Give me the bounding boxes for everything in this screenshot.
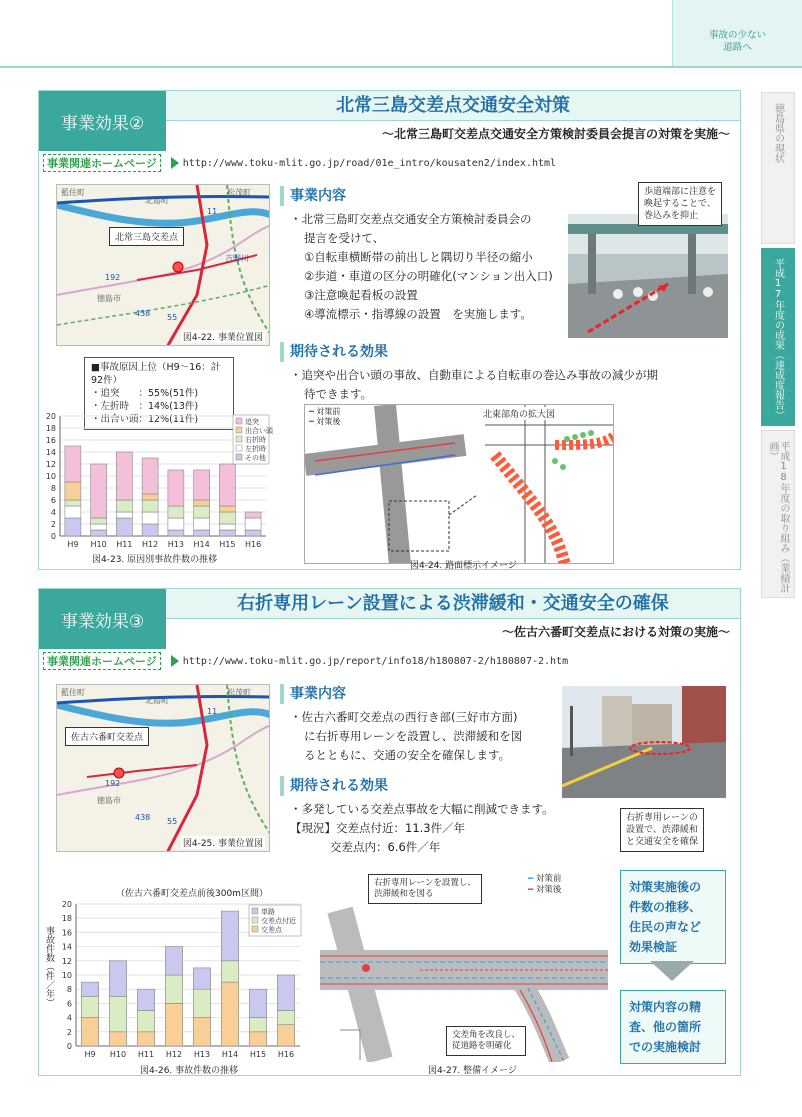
location-map — [56, 184, 270, 346]
chart-ylabel: 事故件数（件／年） — [44, 926, 54, 1007]
content-heading: 事業内容 — [280, 684, 580, 704]
bar-segment — [219, 464, 235, 506]
y-tick-label: 4 — [66, 1013, 72, 1023]
diagram-graphic — [305, 405, 614, 564]
bar-segment — [249, 1018, 266, 1032]
bar-segment — [249, 1032, 266, 1046]
bar-segment — [137, 1032, 154, 1046]
x-tick-label: H12 — [142, 540, 159, 549]
y-tick-label: 10 — [61, 971, 72, 980]
y-tick-label: 8 — [50, 484, 56, 493]
section-title: 右折専用レーン設置による渋滞緩和・交通安全の確保 — [166, 589, 740, 619]
bar-segment — [277, 1025, 294, 1046]
arrow-down-icon — [650, 961, 694, 981]
content-heading: 事業内容 — [280, 186, 580, 206]
bar-segment — [65, 518, 81, 536]
bar-segment — [219, 524, 235, 530]
bar-segment — [219, 530, 235, 536]
top-divider — [0, 66, 802, 68]
bar-segment — [142, 500, 158, 512]
bar-segment — [219, 506, 235, 512]
y-tick-label: 18 — [61, 914, 72, 924]
legend-label: 単路 — [261, 908, 275, 916]
y-tick-label: 20 — [61, 900, 72, 909]
legend-swatch — [236, 427, 242, 433]
bar-segment — [168, 518, 184, 530]
content-line: に右折専用レーンを設置し、渋滞緩和を図 — [304, 729, 523, 743]
homepage-label: 事業関連ホームページ — [43, 154, 161, 172]
x-tick-label: H14 — [193, 540, 210, 549]
x-tick-label: H16 — [277, 1050, 295, 1059]
bar-segment — [193, 1018, 210, 1046]
bar-segment — [109, 996, 126, 1032]
cause-box-title: ■事故原因上位（H9～16：計92件） — [91, 362, 221, 386]
map-town-label: 藍住町 — [61, 688, 85, 697]
y-tick-label: 16 — [61, 928, 72, 938]
bar-segment — [137, 1011, 154, 1032]
arrow-right-icon — [171, 157, 179, 169]
homepage-url-link[interactable]: http://www.toku-mlit.go.jp/road/01e_intro/kousaten2/index.html — [182, 157, 557, 169]
side-tab-label: 徳島県の現状 — [772, 103, 784, 163]
bar-segment — [109, 1032, 126, 1046]
bar-segment — [245, 530, 261, 536]
bar-segment — [142, 524, 158, 536]
bar-segment — [109, 961, 126, 997]
bar-segment — [194, 530, 210, 536]
x-tick-label: H13 — [167, 540, 184, 549]
bar-segment — [277, 975, 294, 1011]
y-tick-label: 12 — [45, 460, 56, 469]
route-label: 438 — [135, 813, 151, 822]
y-tick-label: 8 — [66, 985, 72, 995]
y-tick-label: 20 — [45, 412, 56, 421]
bar-segment — [81, 982, 98, 996]
effect-line: ・多発している交差点事故を大幅に削減できます。 — [290, 802, 554, 816]
map-town-label: 徳島市 — [97, 294, 121, 303]
route-label: 192 — [105, 779, 121, 788]
y-tick-label: 0 — [66, 1042, 72, 1051]
legend-swatch — [252, 926, 258, 932]
map-town-label: 松茂町 — [227, 188, 251, 197]
map-callout: 佐古六番町交差点 — [65, 727, 149, 746]
homepage-link-row — [43, 155, 740, 171]
cause-box-row: ・出合い頭：12%(11件) — [91, 414, 199, 425]
y-tick-label: 4 — [50, 508, 56, 517]
section-badge: 事業効果③ — [39, 589, 166, 649]
bar-segment — [81, 996, 98, 1017]
legend-label: 交差点 — [261, 926, 282, 934]
map-town-label: 北島町 — [145, 696, 169, 705]
cause-box-row: ・左折時 ：14%(13件) — [91, 401, 199, 412]
section-subtitle: ～北常三島町交差点交通安全方策検討委員会提言の対策を実施～ — [381, 127, 730, 141]
bar-segment — [65, 506, 81, 518]
content-line: ・佐古六番町交差点の西行き部(三好市方面) — [290, 710, 518, 724]
legend-swatch — [236, 454, 242, 460]
homepage-url-link[interactable]: http://www.toku-mlit.go.jp/report/info18/h180807-2/h180807-2.htm — [182, 655, 569, 667]
y-tick-label: 18 — [45, 424, 56, 433]
route-label: 55 — [167, 313, 178, 322]
legend-before: 対策前 — [535, 874, 562, 884]
expected-effects — [280, 776, 610, 857]
bar-segment — [91, 518, 107, 524]
bar-segment — [168, 470, 184, 506]
chart-caption: 図4-23. 原因別事故件数の推移 — [92, 555, 218, 565]
diagram-caption: 図4-24. 路面標示イメージ — [410, 561, 517, 571]
x-tick-label: H15 — [219, 540, 236, 549]
bar-segment — [249, 989, 266, 1017]
expected-effects — [280, 342, 720, 404]
bar-segment — [65, 446, 81, 482]
x-tick-label: H10 — [109, 1050, 127, 1059]
project-content — [280, 186, 580, 324]
x-tick-label: H11 — [116, 540, 133, 549]
route-label: 192 — [105, 273, 121, 282]
y-tick-label: 2 — [66, 1027, 72, 1037]
map-town-label: 北島町 — [145, 196, 169, 205]
x-tick-label: H13 — [193, 1050, 211, 1059]
legend-label: 右折時 — [245, 436, 266, 444]
content-line: ・北常三島町交差点交通安全方策検討委員会の — [290, 212, 532, 226]
chart-caption: 図4-26. 事故件数の推移 — [140, 1066, 239, 1076]
bar-segment — [142, 494, 158, 500]
map-town-label: 松茂町 — [227, 688, 251, 697]
diagram-note-top: 右折専用レーンを設置し、 渋滞緩和を図る — [368, 874, 482, 904]
content-line: ④導流標示・指導線の設置 を実施します。 — [304, 307, 532, 321]
effect-heading: 期待される効果 — [280, 342, 720, 362]
y-tick-label: 2 — [50, 520, 56, 529]
bar-segment — [116, 518, 132, 536]
accident-count-chart — [54, 896, 310, 1066]
bar-segment — [91, 464, 107, 518]
bar-segment — [194, 470, 210, 500]
side-tab-h18-plan[interactable] — [761, 430, 795, 598]
effect-line: ・追突や出合い頭の事故、自動車による自転車の巻込み事故の減少が期 — [290, 368, 658, 382]
river-label: 吉野川 — [225, 254, 249, 263]
legend-swatch — [236, 436, 242, 442]
bar-segment — [193, 968, 210, 989]
bar-segment — [221, 961, 238, 982]
inset-label: 北東部角の拡大図 — [481, 407, 557, 420]
content-line: るとともに、交通の安全を確保します。 — [304, 748, 511, 762]
chart-note: （佐古六番町交差点前後300m区間） — [116, 889, 268, 899]
bar-segment — [194, 506, 210, 518]
action-box-verification: 対策実施後の 件数の推移、 住民の声など 効果検証 — [620, 870, 726, 964]
legend-label: 左折時 — [245, 445, 266, 453]
top-nav-tab-label: 事故の少ない 道路へ — [708, 30, 766, 53]
legend-label: 追突 — [245, 418, 259, 426]
legend-swatch — [252, 917, 258, 923]
legend-swatch — [236, 445, 242, 451]
homepage-label: 事業関連ホームページ — [43, 652, 161, 670]
location-map — [56, 684, 270, 852]
y-tick-label: 0 — [50, 532, 56, 541]
section-badge: 事業効果② — [39, 91, 166, 151]
homepage-link-row — [43, 653, 740, 669]
bar-segment — [168, 506, 184, 518]
legend-label: その他 — [245, 454, 266, 462]
diagram-legend: ━ 対策前 ━ 対策後 — [528, 874, 562, 895]
arrow-right-icon — [171, 655, 179, 667]
bar-segment — [116, 452, 132, 500]
bar-segment — [65, 482, 81, 500]
intersection-photo — [568, 214, 728, 338]
legend-after: 対策後 — [316, 417, 341, 426]
diagram-legend: ━ 対策前 ━ 対策後 — [309, 407, 341, 426]
effect-line: 待できます。 — [304, 387, 373, 401]
figure-caption: 図4-22. 事業位置図 — [181, 330, 265, 343]
bar-segment — [116, 512, 132, 518]
route-label: 11 — [207, 207, 218, 216]
cause-chart — [40, 410, 276, 560]
effect-heading: 期待される効果 — [280, 776, 610, 796]
bar-segment — [277, 1011, 294, 1025]
photo-note: 右折専用レーンの 設置で、渋滞緩和 と交通安全を確保 — [620, 808, 704, 852]
legend-swatch — [252, 908, 258, 914]
bar-segment — [168, 530, 184, 536]
improvement-diagram — [320, 870, 608, 1062]
bar-segment — [91, 530, 107, 536]
x-tick-label: H16 — [245, 540, 262, 549]
diagram-note-bottom: 交差角を改良し、 従道路を明確化 — [446, 1026, 526, 1056]
section-subtitle: ～佐古六番町交差点における対策の実施～ — [501, 625, 730, 639]
side-tab-current-status[interactable] — [761, 92, 795, 244]
bar-segment — [91, 524, 107, 530]
x-tick-label: H11 — [137, 1050, 155, 1059]
bar-segment — [221, 982, 238, 1046]
y-tick-label: 14 — [45, 448, 56, 457]
project-content — [280, 684, 580, 765]
map-callout: 北常三島交差点 — [109, 227, 184, 246]
cause-box-row: ・追突 ：55%(51件) — [91, 388, 199, 399]
effect-line: 【現況】交差点付近：11.3件／年 — [290, 821, 466, 835]
diagram-caption: 図4-27. 整備イメージ — [428, 1066, 517, 1076]
bar-segment — [194, 518, 210, 530]
photo-graphic — [568, 214, 728, 338]
bar-segment — [81, 1018, 98, 1046]
route-label: 11 — [207, 707, 218, 716]
y-tick-label: 10 — [45, 472, 56, 481]
effect-line: 交差点内：6.6件／年 — [330, 840, 441, 854]
bar-segment — [142, 458, 158, 494]
x-tick-label: H10 — [90, 540, 107, 549]
figure-caption: 図4-25. 事業位置図 — [181, 836, 265, 849]
bar-segment — [165, 947, 182, 975]
legend-swatch — [236, 418, 242, 424]
x-tick-label: H9 — [67, 540, 79, 549]
content-line: ③注意喚起看板の設置 — [304, 288, 418, 302]
bar-segment — [65, 500, 81, 506]
y-tick-label: 16 — [45, 436, 56, 445]
y-tick-label: 6 — [66, 999, 72, 1009]
x-tick-label: H14 — [221, 1050, 239, 1059]
y-tick-label: 12 — [61, 956, 72, 966]
side-tab-h17-results[interactable] — [761, 248, 795, 426]
content-line: 提言を受けて、 — [304, 231, 385, 245]
map-graphic — [57, 685, 270, 852]
section-title: 北常三島交差点交通安全対策 — [166, 91, 740, 121]
side-tab-label: 平成18年度の取り組み（業績計画） — [767, 441, 789, 593]
road-marking-diagram — [304, 404, 614, 564]
bar-segment — [193, 989, 210, 1017]
map-town-label: 徳島市 — [97, 796, 121, 805]
bar-segment — [165, 975, 182, 1003]
y-tick-label: 14 — [61, 942, 72, 952]
map-graphic — [57, 185, 270, 346]
legend-label: 出合い頭 — [245, 427, 273, 435]
bar-segment — [219, 512, 235, 524]
legend-label: 交差点付近 — [261, 917, 296, 925]
x-tick-label: H9 — [84, 1050, 96, 1059]
bar-segment — [245, 512, 261, 518]
legend-before: 対策前 — [316, 407, 341, 416]
bar-segment — [116, 500, 132, 512]
bar-segment — [137, 989, 154, 1010]
bar-segment — [245, 518, 261, 530]
bar-segment — [194, 500, 210, 506]
legend-after: 対策後 — [535, 885, 562, 895]
top-nav-tab[interactable] — [672, 0, 802, 66]
x-tick-label: H12 — [165, 1050, 183, 1059]
x-tick-label: H15 — [249, 1050, 267, 1059]
bar-segment — [165, 1003, 182, 1046]
content-line: ②歩道・車道の区分の明確化(マンション出入口) — [304, 269, 553, 283]
map-town-label: 藍住町 — [61, 188, 85, 197]
photo-note: 歩道端部に注意を 喚起することで、 巻込みを抑止 — [638, 182, 722, 226]
route-label: 55 — [167, 817, 178, 826]
y-tick-label: 6 — [50, 496, 56, 505]
route-label: 438 — [135, 309, 151, 318]
side-tab-label: 平成17年度の成果（達成度報告） — [772, 258, 784, 420]
bar-segment — [142, 512, 158, 524]
action-box-review: 対策内容の精 査、他の箇所 での実施検討 — [620, 990, 726, 1064]
content-line: ①自転車横断帯の前出しと隅切り半径の縮小 — [304, 250, 533, 264]
bar-segment — [221, 911, 238, 961]
